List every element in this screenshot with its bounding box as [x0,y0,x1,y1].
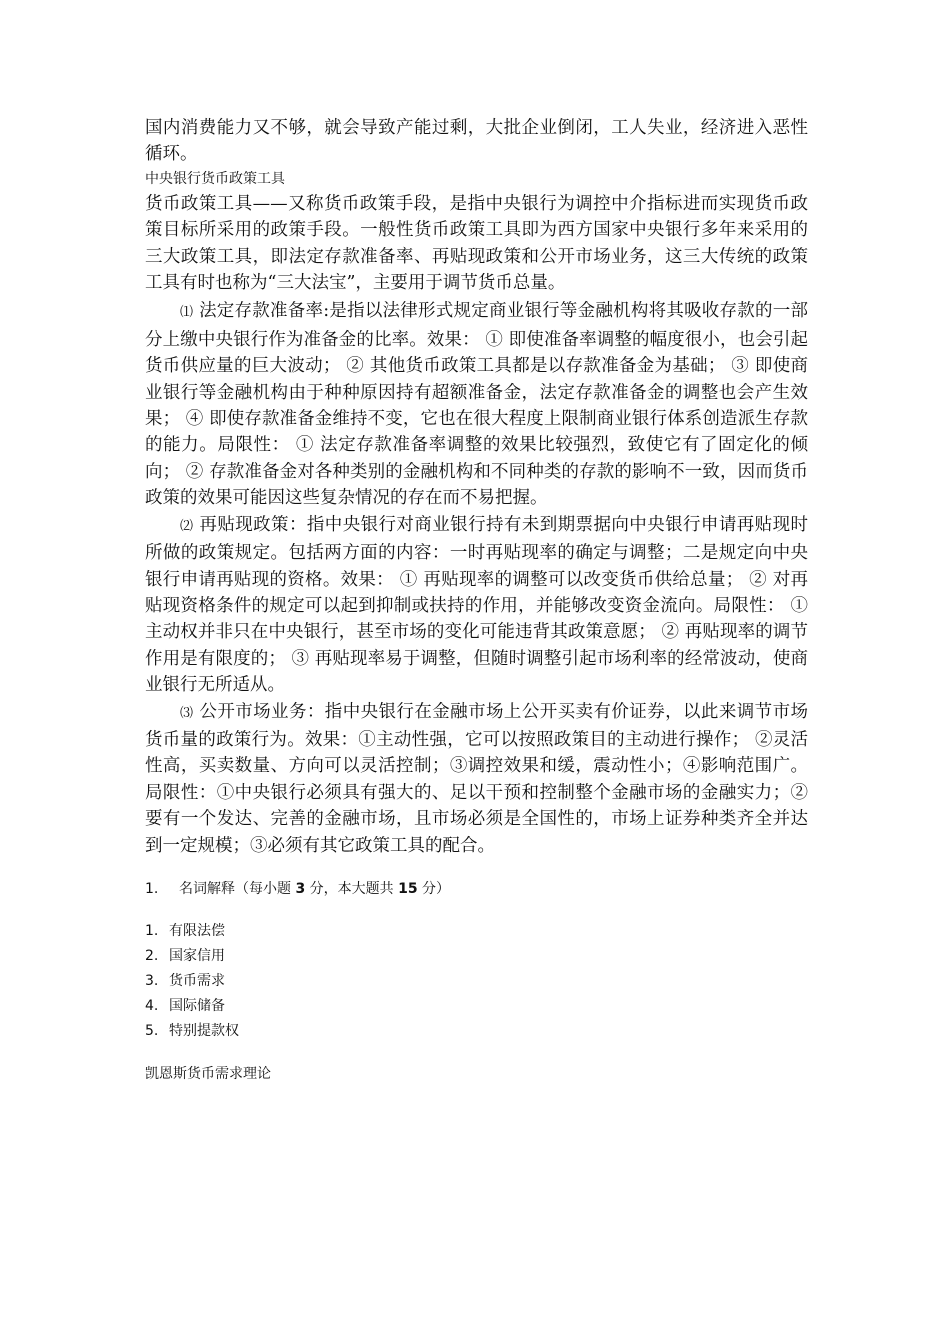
intro-paragraph: 国内消费能力又不够，就会导致产能过剩，大批企业倒闭，工人失业，经济进入恶性循环。 [145,118,808,165]
section-heading-tools: 中央银行货币政策工具 [145,170,285,187]
paragraph-marker: ⑵ [180,518,194,534]
section-title: 名词解释（每小题 3 分，本大题共 15 分） [179,880,451,897]
closing-heading: 凯恩斯货币需求理论 [145,1065,271,1082]
document-page [145,0,808,1084]
tool-paragraph-open-market [145,699,808,859]
tool-paragraph-rediscount [145,512,808,699]
list-item: 5. 特别提款权 [145,1022,239,1039]
terms-list [145,921,808,1046]
tool-text: 再贴现政策：指中央银行对商业银行持有未到期票据向中央银行申请再贴现时所做的政策规定。包括两方面的内容：一时再贴现率的确定与调整；二是规定向中央银行申请再贴现的资格。效果： ① 再贴现率的调整可以改变货币供给总量； ② 对再贴现资格条件的规定可以起到抑制或扶持的作用，并能够改变资金流向。局限性： ① 主动权并非只在中央银行，甚至市场的变化可能违背其政策意愿； ② 再贴现率的调节作用是有限度的； ③ 再贴现率易于调整，但随时调整引起市场利率的经常波动，使商业银行无所适从。 [145,514,808,696]
tool-text: 法定存款准备率:是指以法律形式规定商业银行等金融机构将其吸收存款的一部分上缴中央银行作为准备金的比率。效果： ① 即使准备率调整的幅度很小，也会引起货币供应量的巨大波动； ② 其他货币政策工具都是以存款准备金为基础； ③ 即使商业银行等金融机构由于种种原因持有超额准备金，法定存款准备金的调整也会产生效果； ④ 即使存款准备金维持不变，它也在很大程度上限制商业银行体系创造派生存款的能力。局限性： ① 法定存款准备率调整的效果比较强烈，致使它有了固定化的倾向； ② 存款准备金对各种类别的金融机构和不同种类的存款的影响不一致，因而货币政策的效果可能因这些复杂情况的存在而不易把握。 [145,301,808,509]
list-item: 3. 货币需求 [145,972,225,989]
paragraph-marker: ⑶ [180,705,194,721]
list-item: 2. 国家信用 [145,947,225,964]
paragraph-marker: ⑴ [180,305,194,321]
tool-text: 公开市场业务：指中央银行在金融市场上公开买卖有价证券，以此来调节市场货币量的政策行为。效果：①主动性强，它可以按照政策目的主动进行操作； ②灵活性高，买卖数量、方向可以灵活控制；③调控效果和缓，震动性小；④影响范围广。局限性：①中央银行必须具有强大的、足以干预和控制整个金融市场的金融实力；②要有一个发达、完善的金融市场，且市场必须是全国性的，市场上证券种类齐全并达到一定规模；③必须有其它政策工具的配合。 [145,701,808,856]
definition-paragraph: 货币政策工具——又称货币政策手段，是指中央银行为调控中介指标进而实现货币政策目标所采用的政策手段。一般性货币政策工具即为西方国家中央银行多年来采用的三大政策工具，即法定存款准备率、再贴现政策和公开市场业务，这三大传统的政策工具有时也称为“三大法宝”，主要用于调节货币总量。 [145,193,808,294]
tool-paragraph-reserve [145,298,808,511]
section-number: 1. [145,880,159,897]
list-item: 4. 国际储备 [145,997,225,1014]
exam-section-title [145,879,808,899]
list-item: 1. 有限法偿 [145,922,225,939]
